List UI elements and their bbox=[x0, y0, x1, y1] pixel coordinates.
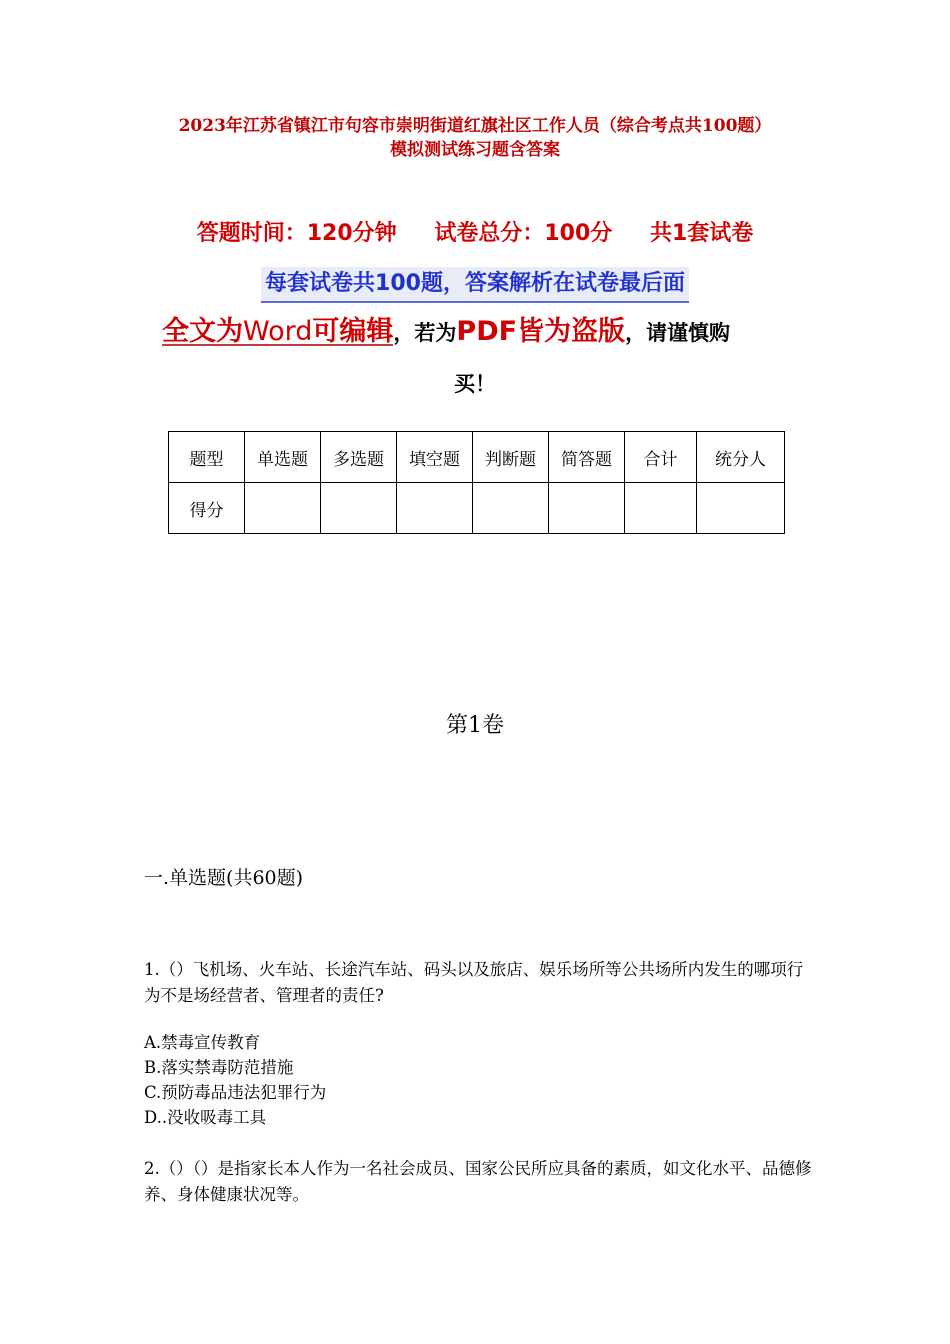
notice-part-2: Word bbox=[243, 316, 313, 347]
score-table-row bbox=[169, 483, 785, 534]
title-line-1: 2023年江苏省镇江市句容市崇明街道红旗社区工作人员（综合考点共100题） bbox=[178, 116, 772, 136]
score-table bbox=[168, 431, 785, 534]
notice-part-6: ，请谨慎购 bbox=[625, 321, 731, 345]
document-title bbox=[120, 114, 830, 162]
header-cell: 判断题 bbox=[473, 432, 549, 483]
header-cell: 简答题 bbox=[549, 432, 625, 483]
header-cell: 统分人 bbox=[697, 432, 785, 483]
question-1-options bbox=[144, 1030, 816, 1130]
header-cell: 合计 bbox=[625, 432, 697, 483]
header-cell: 填空题 bbox=[397, 432, 473, 483]
answer-notice bbox=[0, 267, 950, 303]
header-cell: 单选题 bbox=[245, 432, 321, 483]
header-cell: 多选题 bbox=[321, 432, 397, 483]
score-cell bbox=[549, 483, 625, 534]
title-line-2: 模拟测试练习题含答案 bbox=[390, 140, 560, 160]
score-cell bbox=[397, 483, 473, 534]
exam-time: 答题时间：120分钟 bbox=[196, 221, 397, 246]
notice-part-1: 全文为 bbox=[162, 316, 243, 347]
option-a: A.禁毒宣传教育 bbox=[144, 1033, 261, 1052]
notice-part-4: ，若为 bbox=[393, 321, 457, 345]
notice-part-3: 可编辑 bbox=[312, 316, 394, 347]
header-cell: 题型 bbox=[169, 432, 245, 483]
score-cell bbox=[697, 483, 785, 534]
exam-total-score: 试卷总分：100分 bbox=[434, 221, 613, 246]
score-cell bbox=[473, 483, 549, 534]
volume-heading: 第1卷 bbox=[446, 713, 504, 738]
score-cell bbox=[245, 483, 321, 534]
score-cell bbox=[321, 483, 397, 534]
question-1: 1.（）飞机场、火车站、长途汽车站、码头以及旅店、娱乐场所等公共场所内发生的哪项行为不是场经营者、管理者的责任? bbox=[144, 960, 804, 1005]
option-d: D..没收吸毒工具 bbox=[144, 1108, 267, 1127]
option-b: B.落实禁毒防范措施 bbox=[144, 1058, 294, 1077]
exam-info bbox=[0, 219, 950, 249]
score-table-header bbox=[169, 432, 785, 483]
option-c: C.预防毒品违法犯罪行为 bbox=[144, 1083, 327, 1102]
section-title: 一.单选题(共60题) bbox=[144, 867, 304, 889]
editable-notice bbox=[162, 312, 802, 355]
score-cell bbox=[625, 483, 697, 534]
exam-sets: 共1套试卷 bbox=[649, 221, 754, 246]
question-2: 2.（）（）是指家长本人作为一名社会成员、国家公民所应具备的素质，如文化水平、品德修养、身体健康状况等。 bbox=[144, 1159, 812, 1204]
row-label: 得分 bbox=[169, 483, 245, 534]
answer-notice-text: 每套试卷共100题，答案解析在试卷最后面 bbox=[261, 267, 689, 303]
notice-part-5: PDF皆为盗版 bbox=[456, 316, 626, 347]
notice-part-7: 买！ bbox=[454, 372, 496, 396]
